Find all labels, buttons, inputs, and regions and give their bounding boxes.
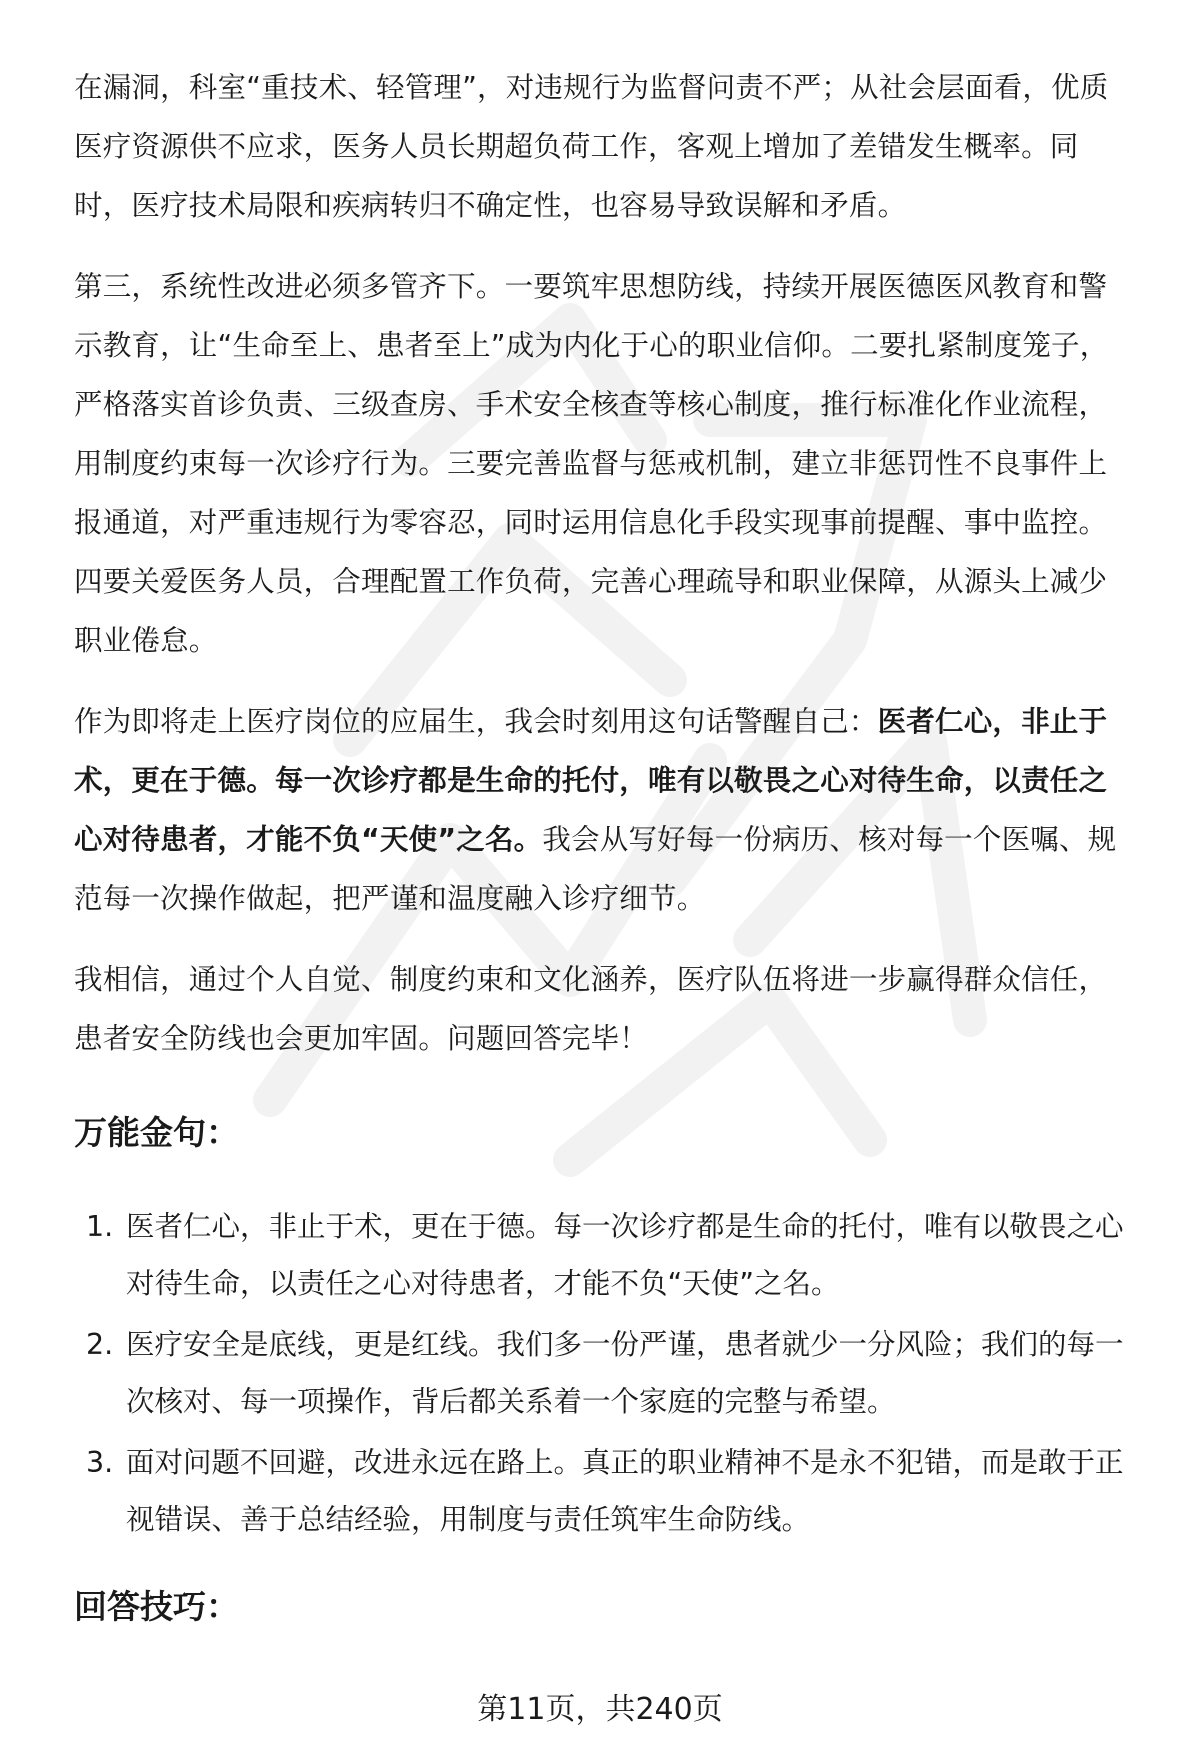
list-item-number: 3. — [86, 1446, 114, 1479]
list-item-text: 面对问题不回避，改进永远在路上。真正的职业精神不是永不犯错，而是敢于正视错误、善于总结经验，用制度与责任筑牢生命防线。 — [126, 1446, 1124, 1536]
body-paragraph-4: 我相信，通过个人自觉、制度约束和文化涵养，医疗队伍将进一步赢得群众信任，患者安全防线也会更加牢固。问题回答完毕！ — [74, 963, 1108, 1055]
list-item-number: 1. — [86, 1210, 114, 1243]
list-item-number: 2. — [86, 1328, 114, 1361]
body-paragraph-2: 第三，系统性改进必须多管齐下。一要筑牢思想防线，持续开展医德医风教育和警示教育，让“生命至上、患者至上”成为内化于心的职业信仰。二要扎紧制度笼子，严格落实首诊负责、三级查房、手术安全核查等核心制度，推行标准化作业流程，用制度约束每一次诊疗行为。三要完善监督与惩戒机制，建立非惩罚性不良事件上报通道，对严重违规行为零容忍，同时运用信息化手段实现事前提醒、事中监控。四要关爱医务人员，合理配置工作负荷，完善心理疏导和职业保障，从源头上减少职业倦怠。 — [74, 270, 1109, 657]
paragraph-3-ending: 我会从写好每一份病历、核对每一个医嘱、规范每一次操作做起，把严谨和温度融入诊疗细节。 — [74, 823, 1117, 915]
paragraph-3-bold-quote: 医者仁心，非止于术，更在于德。每一次诊疗都是生命的托付，唯有以敬畏之心对待生命，以责任之心对待患者，才能不负“天使”之名。 — [74, 705, 1108, 856]
body-paragraph-3 — [74, 692, 1134, 928]
list-item — [74, 1198, 1134, 1312]
list-item — [74, 1316, 1134, 1430]
golden-quotes-list — [74, 1198, 1134, 1548]
golden-quotes-heading: 万能金句： — [74, 1113, 239, 1152]
list-item-text: 医者仁心，非止于术，更在于德。每一次诊疗都是生命的托付，唯有以敬畏之心对待生命，以责任之心对待患者，才能不负“天使”之名。 — [126, 1210, 1124, 1300]
list-item — [74, 1434, 1134, 1548]
list-item-text: 医疗安全是底线，更是红线。我们多一份严谨，患者就少一分风险；我们的每一次核对、每一项操作，背后都关系着一个家庭的完整与希望。 — [126, 1328, 1124, 1418]
page-number: 第11页，共240页 — [477, 1692, 723, 1727]
answer-tips-heading: 回答技巧： — [74, 1587, 239, 1626]
document-content — [74, 58, 1134, 1632]
body-paragraph-1: 在漏洞，科室“重技术、轻管理”，对违规行为监督问责不严；从社会层面看，优质医疗资源供不应求，医务人员长期超负荷工作，客观上增加了差错发生概率。同时，医疗技术局限和疾病转归不确定性，也容易导致误解和矛盾。 — [74, 71, 1109, 222]
paragraph-3-intro: 作为即将走上医疗岗位的应届生，我会时刻用这句话警醒自己： — [74, 705, 878, 738]
